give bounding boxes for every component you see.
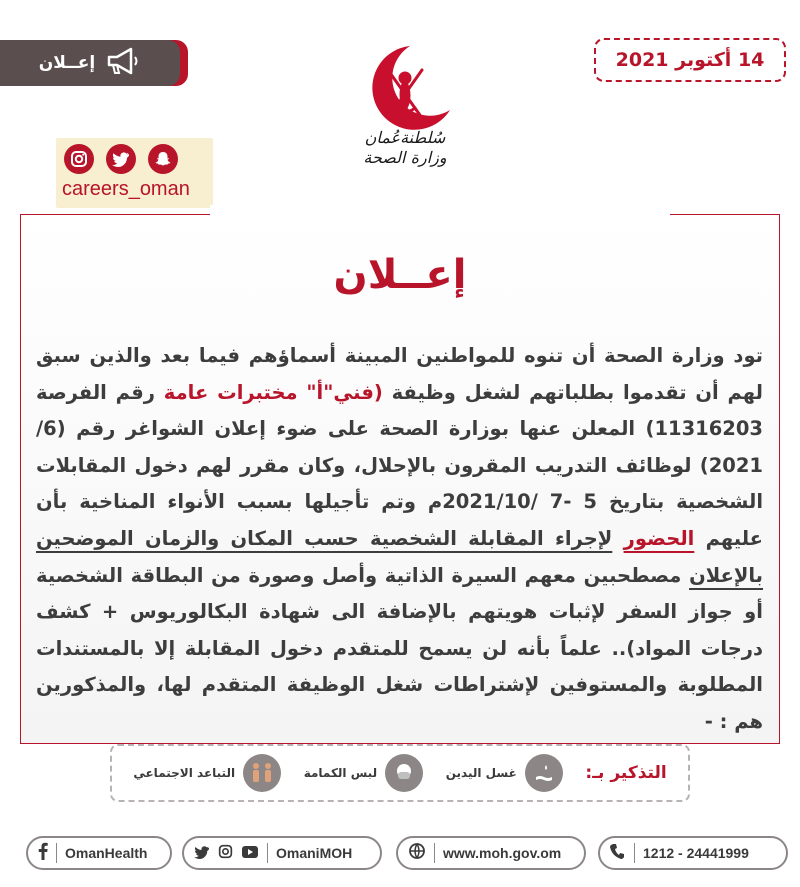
announce-label: إعــلان: [38, 53, 96, 73]
snapchat-icon[interactable]: [148, 144, 178, 174]
attend-highlight: الحضور: [623, 526, 695, 550]
youtube-icon: [241, 844, 259, 863]
facebook-icon: [38, 842, 48, 864]
body-part-1: تود وزارة الصحة أن تنوه للمواطنين المبينة أسماؤهم فيما بعد والذين سبق لهم أن تقدموا بطلباتهم لشغل وظيفة: [36, 344, 763, 404]
divider: [56, 843, 57, 863]
hand-wash-icon: [525, 754, 563, 792]
logo-line-2: وزارة الصحة: [363, 148, 447, 167]
phone-icon: [610, 842, 626, 864]
footer-facebook[interactable]: [26, 836, 172, 870]
footer-social[interactable]: [182, 836, 382, 870]
megaphone-icon: [105, 47, 141, 79]
reminder-label-mask: لبس الكمامة: [303, 766, 378, 780]
social-distance-icon: [243, 754, 281, 792]
careers-social-box: [56, 138, 213, 208]
reminder-label-distance: التباعد الاجتماعي: [133, 766, 236, 780]
reminder-item-mask: [304, 754, 423, 792]
reminder-bar: [110, 744, 690, 802]
divider: [434, 843, 435, 863]
instagram-icon: [218, 844, 233, 863]
facebook-handle: OmanHealth: [65, 845, 148, 861]
twitter-icon: [194, 844, 210, 863]
announce-tab: [0, 40, 180, 86]
ministry-logo-text: [330, 128, 480, 168]
logo-line-1: سُلطنةعُمان: [364, 128, 446, 147]
body-part-2: رقم الفرصة 11316203) المعلن عنها بوزارة الصحة على ضوء إعلان الشواغر رقم (6/ 2021) لوظائف التدريب المقرون بالإحلال، وكان مقرر لهم دخول المقابلات الشخصية بتاريخ 5 -7 /2021/10م وتم تأجيلها بسبب الأنواء المناخية بأن عليهم: [36, 380, 764, 550]
phone-number: 1212 - 24441999: [643, 845, 749, 861]
announcement-body: [36, 338, 763, 741]
twitter-icon[interactable]: [106, 144, 136, 174]
reminder-item-distance: [133, 754, 281, 792]
body-part-3: [612, 527, 623, 550]
body-part-4: مصطحبين معهم السيرة الذاتية وأصل وصورة من البطاقة الشخصية أو جواز السفر لإثبات هويتهم بالإضافة الى شهادة البكالوريوس + كشف درجات المواد).. علماً بأنه لن يسمح للمتقدم دخول المقابلة إلا بالمستندات المطلوبة والمستوفين لإشتراطات شغل الوظيفة المتقدم لها، والمذكورين هم : -: [36, 563, 763, 733]
social-handle: OmaniMOH: [276, 845, 353, 861]
interview-highlight: لإجراء المقابلة الشخصية حسب المكان والزمان الموضحين بالإعلان: [36, 526, 763, 587]
frame-gap: [210, 205, 670, 223]
footer: [0, 836, 800, 876]
globe-icon: [408, 842, 426, 864]
date-text: 14 أكتوبر 2021: [615, 49, 765, 71]
reminder-item-hand-wash: [446, 754, 563, 792]
date-box: [594, 38, 786, 82]
website-url: www.moh.gov.om: [443, 845, 562, 861]
footer-phone[interactable]: [598, 836, 788, 870]
face-mask-icon: [385, 754, 423, 792]
reminder-title: التذكير بـ:: [585, 763, 667, 783]
divider: [634, 843, 635, 863]
reminder-label-hand-wash: غسل اليدين: [445, 766, 517, 780]
job-title: (فني"أ" مختبرات عامة: [163, 380, 383, 404]
instagram-icon[interactable]: [64, 144, 94, 174]
divider: [267, 843, 268, 863]
announcement-title: إعــلان: [333, 252, 467, 298]
footer-website[interactable]: [396, 836, 586, 870]
careers-handle[interactable]: careers_oman: [62, 178, 190, 200]
